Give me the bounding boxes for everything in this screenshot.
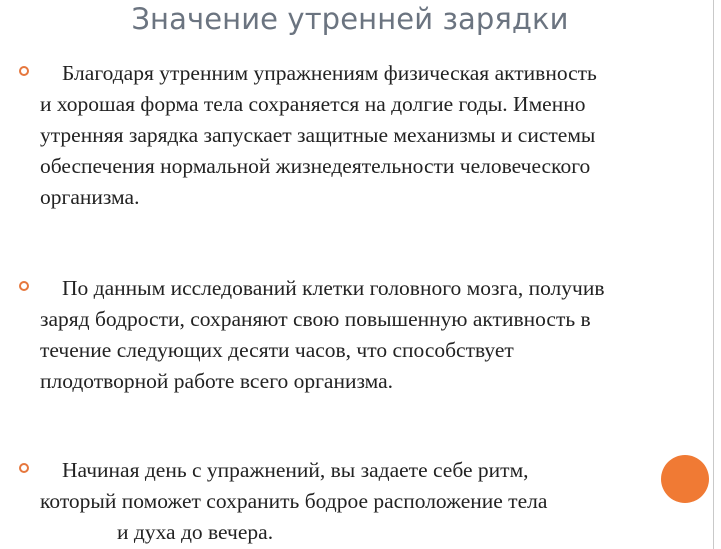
paragraph-line: который поможет сохранить бодрое расположение тела bbox=[40, 489, 548, 513]
paragraph-line: По данным исследований клетки головного мозга, получив bbox=[62, 276, 605, 300]
paragraph-line: плодотворной работе всего организма. bbox=[40, 369, 394, 393]
paragraph-3 bbox=[40, 455, 712, 548]
paragraph-line: обеспечения нормальной жизнедеятельности человеческого bbox=[40, 154, 591, 178]
paragraph-line: утренняя зарядка запускает защитные механизмы и системы bbox=[40, 123, 596, 147]
circle-bullet-icon bbox=[19, 66, 29, 76]
orange-circle-icon bbox=[661, 455, 709, 503]
paragraph-line: Начиная день с упражнений, вы задаете себе ритм, bbox=[62, 458, 529, 482]
slide-title: Значение утренней зарядки bbox=[131, 2, 569, 36]
paragraph-line: и хорошая форма тела сохраняется на долгие годы. Именно bbox=[40, 92, 586, 116]
paragraph-line: и духа до вечера. bbox=[117, 520, 274, 544]
paragraph-2 bbox=[40, 273, 712, 397]
paragraph-line: течение следующих десяти часов, что способствует bbox=[40, 338, 514, 362]
paragraph-line: Благодаря утренним упражнениям физическая активность bbox=[62, 61, 597, 85]
circle-bullet-icon bbox=[19, 463, 29, 473]
paragraph-line: организма. bbox=[40, 185, 140, 209]
slide-edge-divider bbox=[713, 0, 714, 549]
paragraph-line: заряд бодрости, сохраняют свою повышенную активность в bbox=[40, 307, 591, 331]
circle-bullet-icon bbox=[19, 281, 29, 291]
paragraph-1 bbox=[40, 58, 712, 213]
